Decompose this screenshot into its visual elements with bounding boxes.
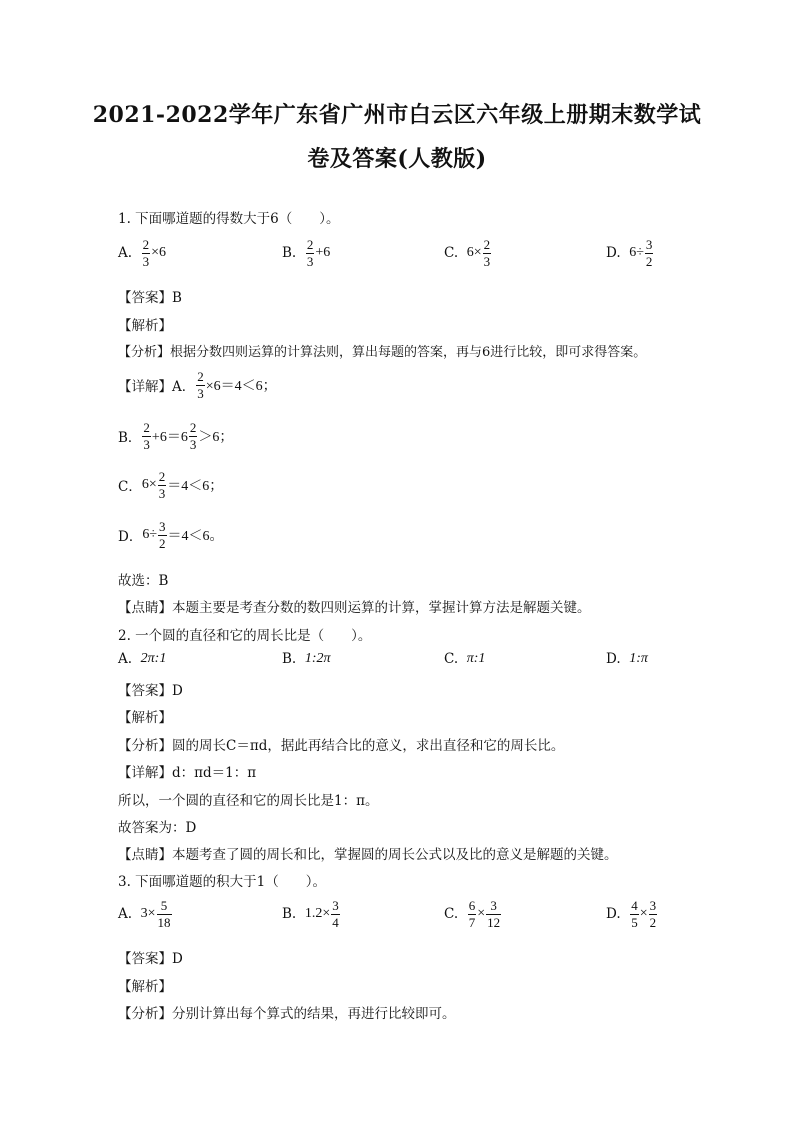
fraction	[486, 899, 501, 929]
numerator: 2	[306, 237, 314, 252]
fraction	[196, 370, 205, 400]
denominator: 3	[189, 436, 197, 452]
q2-option-a	[118, 651, 166, 667]
fraction	[189, 421, 198, 451]
q1-guxuan: 故选：B	[118, 573, 169, 589]
numerator: 2	[197, 369, 204, 384]
option-label: A.	[118, 245, 133, 262]
q2-jiexi: 【解析】	[118, 710, 172, 726]
q1-detail-b	[118, 421, 233, 451]
q3-option-a	[118, 899, 173, 929]
q2-conclusion: 所以，一个圆的直径和它的周长比是1：π。	[118, 793, 379, 809]
detail-label: D．	[118, 529, 143, 546]
fraction	[483, 238, 492, 268]
option-label: A.	[118, 651, 133, 667]
expression: 1.2×	[304, 906, 331, 922]
denominator: 3	[197, 385, 204, 401]
denominator: 4	[332, 914, 339, 930]
q1-detail-d	[118, 520, 224, 550]
q3-option-c	[444, 899, 502, 929]
expression: ＞6；	[198, 430, 234, 446]
q2-option-b	[282, 651, 331, 667]
q1-detail-a	[118, 370, 277, 400]
q2-answer: 【答案】D	[118, 683, 183, 699]
q1-detail-c	[118, 470, 223, 500]
denominator: 3	[483, 253, 491, 269]
q1-answer: 【答案】B	[118, 290, 182, 306]
detail-label: B．	[118, 430, 142, 447]
option-label: A.	[118, 906, 133, 923]
q1-stem: 1. 下面哪道题的得数大于6（ ）。	[118, 211, 340, 227]
fraction	[306, 238, 315, 268]
expression: ×6	[151, 245, 167, 261]
denominator: 3	[306, 253, 314, 269]
q2-option-c	[444, 651, 485, 667]
q3-fenxi: 【分析】分别计算出每个算式的结果，再进行比较即可。	[118, 1006, 456, 1022]
q1-option-d	[606, 238, 654, 268]
expression: +6＝6	[151, 430, 188, 446]
denominator: 2	[159, 535, 166, 551]
fraction	[142, 238, 151, 268]
option-value: π:1	[466, 651, 486, 666]
denominator: 2	[645, 253, 653, 269]
fraction	[331, 899, 340, 929]
q3-option-b	[282, 899, 341, 929]
q1-fenxi: 【分析】根据分数四则运算的计算法则，算出每题的答案，再与6进行比较，即可求得答案。	[118, 345, 647, 360]
numerator: 2	[142, 237, 150, 252]
denominator: 3	[142, 253, 150, 269]
expression: ＝4＜6。	[167, 529, 224, 545]
detail-label: C．	[118, 479, 142, 496]
expression: 6÷	[142, 527, 158, 543]
numerator: 3	[490, 898, 497, 913]
q2-fenxi: 【分析】圆的周长C＝πd，据此再结合比的意义，求出直径和它的周长比。	[118, 738, 565, 754]
denominator: 18	[157, 914, 171, 930]
q1-jiexi: 【解析】	[118, 318, 172, 334]
fraction	[468, 899, 477, 929]
q3-jiexi: 【解析】	[118, 979, 172, 995]
q3-stem: 3. 下面哪道题的积大于1（ ）。	[118, 874, 327, 890]
fraction	[645, 238, 654, 268]
numerator: 5	[160, 898, 168, 913]
fraction	[142, 421, 151, 451]
numerator: 2	[143, 420, 150, 435]
fraction	[158, 520, 167, 550]
q1-option-b	[282, 238, 330, 268]
expression: 6×	[141, 477, 157, 493]
q2-option-d	[606, 651, 648, 667]
expression: 6÷	[629, 245, 644, 261]
operator: ×	[477, 906, 486, 922]
q2-stem: 2. 一个圆的直径和它的周长比是（ ）。	[118, 628, 372, 644]
option-value: 1:2π	[304, 651, 331, 666]
numerator: 3	[645, 237, 653, 252]
expression: ×6＝4＜6；	[205, 379, 277, 395]
numerator: 3	[649, 898, 657, 913]
expression: 3×	[140, 906, 156, 922]
expression: ＝4＜6；	[167, 479, 224, 495]
q1-option-a	[118, 238, 166, 268]
option-label: D.	[606, 906, 621, 923]
q2-dianjing: 【点睛】本题考查了圆的周长和比，掌握圆的周长公式以及比的意义是解题的关键。	[118, 847, 618, 863]
numerator: 3	[332, 898, 339, 913]
denominator: 5	[631, 914, 638, 930]
option-value: 1:π	[629, 651, 648, 666]
option-label: D.	[606, 651, 621, 667]
q2-xiangjie: 【详解】d：πd＝1：π	[118, 765, 257, 781]
document-title-line-2: 卷及答案(人教版)	[307, 146, 487, 172]
q3-option-d	[606, 899, 658, 929]
numerator: 2	[483, 237, 491, 252]
fraction	[158, 470, 167, 500]
detail-label: 【详解】A．	[118, 379, 196, 396]
numerator: 4	[631, 898, 638, 913]
fraction	[649, 899, 658, 929]
option-label: D.	[606, 245, 621, 262]
numerator: 2	[158, 469, 166, 484]
document-title-line-1: 2021-2022学年广东省广州市白云区六年级上册期末数学试	[92, 102, 702, 128]
option-label: B.	[282, 245, 297, 262]
q2-guxuan: 故答案为：D	[118, 820, 197, 836]
option-label: C.	[444, 245, 459, 262]
option-label: B.	[282, 651, 297, 667]
numerator: 3	[159, 519, 166, 534]
fraction	[157, 899, 172, 929]
q1-dianjing: 【点睛】本题主要是考查分数的数四则运算的计算，掌握计算方法是解题关键。	[118, 600, 591, 616]
denominator: 12	[487, 914, 501, 930]
denominator: 7	[468, 914, 476, 930]
denominator: 2	[649, 914, 657, 930]
expression: +6	[315, 245, 331, 261]
denominator: 3	[143, 436, 150, 452]
operator: ×	[639, 906, 648, 922]
fraction	[630, 899, 639, 929]
q3-answer: 【答案】D	[118, 951, 183, 967]
option-value: 2π:1	[140, 651, 167, 666]
q1-option-c	[444, 238, 492, 268]
option-label: B.	[282, 906, 297, 923]
numerator: 6	[468, 898, 476, 913]
denominator: 3	[158, 485, 166, 501]
numerator: 2	[189, 420, 197, 435]
option-label: C.	[444, 651, 459, 667]
expression: 6×	[466, 245, 482, 261]
option-label: C.	[444, 906, 459, 923]
